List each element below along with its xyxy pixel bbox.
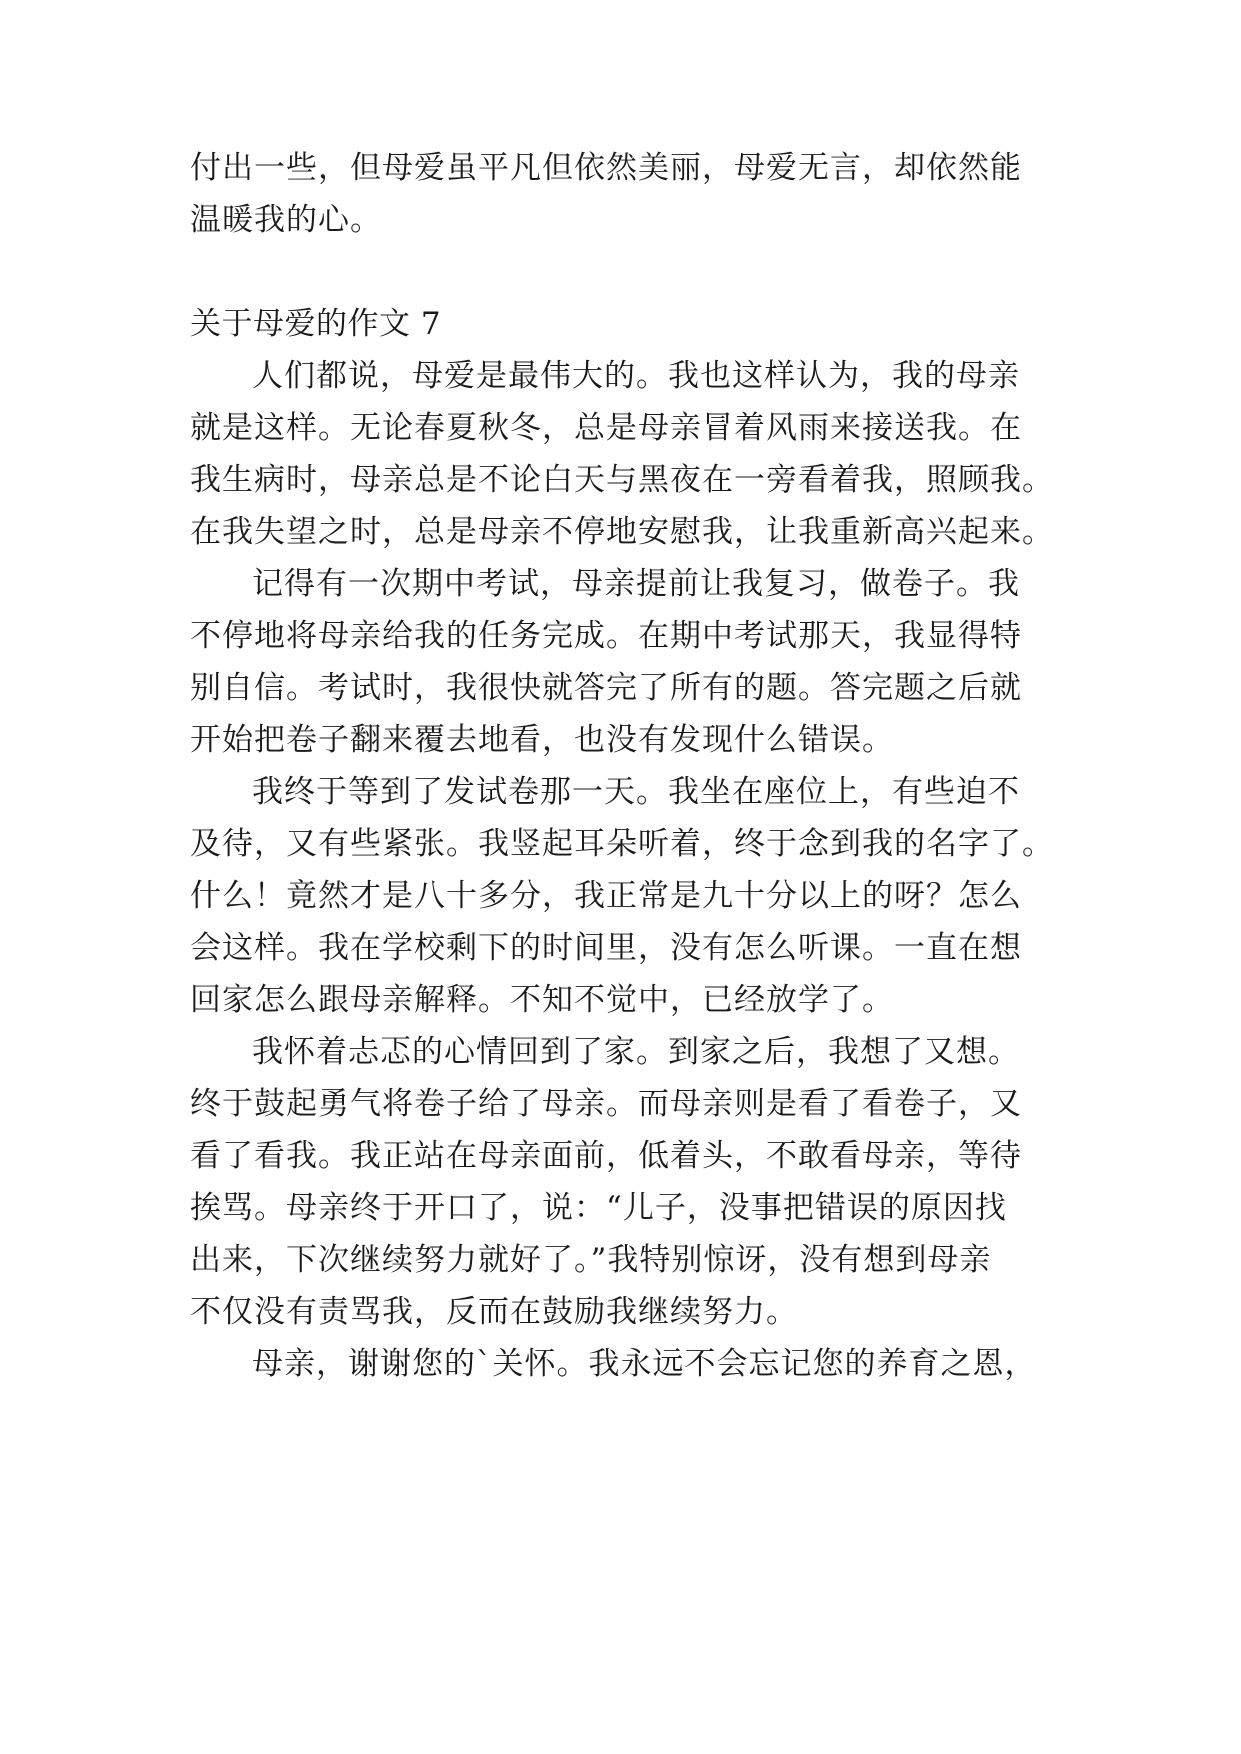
text-line: 就是这样。无论春夏秋冬，总是母亲冒着风雨来接送我。在 xyxy=(190,410,1022,446)
text-line: 不停地将母亲给我的任务完成。在期中考试那天，我显得特 xyxy=(190,618,1022,654)
text-line: 看了看我。我正站在母亲面前，低着头，不敢看母亲，等待 xyxy=(190,1138,1022,1174)
text-line: 挨骂。母亲终于开口了，说：“儿子，没事把错误的原因找 xyxy=(190,1190,1007,1226)
text-line: 付出一些，但母爱虽平凡但依然美丽，母爱无言，却依然能 xyxy=(190,150,1022,186)
text-line: 我生病时，母亲总是不论白天与黑夜在一旁看着我，照顾我。 xyxy=(190,462,1054,498)
text-line: 及待，又有些紧张。我竖起耳朵听着，终于念到我的名字了。 xyxy=(190,826,1054,862)
text-line: 不仅没有责骂我，反而在鼓励我继续努力。 xyxy=(190,1294,798,1330)
text-line: 什么！竟然才是八十多分，我正常是九十分以上的呀？怎么 xyxy=(190,878,1022,914)
text-line: 别自信。考试时，我很快就答完了所有的题。答完题之后就 xyxy=(190,670,1022,706)
paragraph-first-line: 记得有一次期中考试，母亲提前让我复习，做卷子。我 xyxy=(252,566,1020,602)
text-line: 开始把卷子翻来覆去地看，也没有发现什么错误。 xyxy=(190,722,894,758)
text-line: 终于鼓起勇气将卷子给了母亲。而母亲则是看了看卷子，又 xyxy=(190,1086,1022,1122)
paragraph-first-line: 人们都说，母爱是最伟大的。我也这样认为，我的母亲 xyxy=(252,358,1020,394)
text-line: 会这样。我在学校剩下的时间里，没有怎么听课。一直在想 xyxy=(190,930,1022,966)
text-line: 温暖我的心。 xyxy=(190,202,382,238)
paragraph-first-line: 我怀着忐忑的心情回到了家。到家之后，我想了又想。 xyxy=(252,1034,1020,1070)
section-heading: 关于母爱的作文 7 xyxy=(190,306,442,342)
paragraph-first-line: 我终于等到了发试卷那一天。我坐在座位上，有些迫不 xyxy=(252,774,1020,810)
text-line: 出来，下次继续努力就好了。”我特别惊讶，没有想到母亲 xyxy=(190,1242,992,1278)
text-line: 回家怎么跟母亲解释。不知不觉中，已经放学了。 xyxy=(190,982,894,1018)
paragraph-first-line: 母亲，谢谢您的`关怀。我永远不会忘记您的养育之恩， xyxy=(252,1346,1037,1382)
text-line: 在我失望之时，总是母亲不停地安慰我，让我重新高兴起来。 xyxy=(190,514,1054,550)
